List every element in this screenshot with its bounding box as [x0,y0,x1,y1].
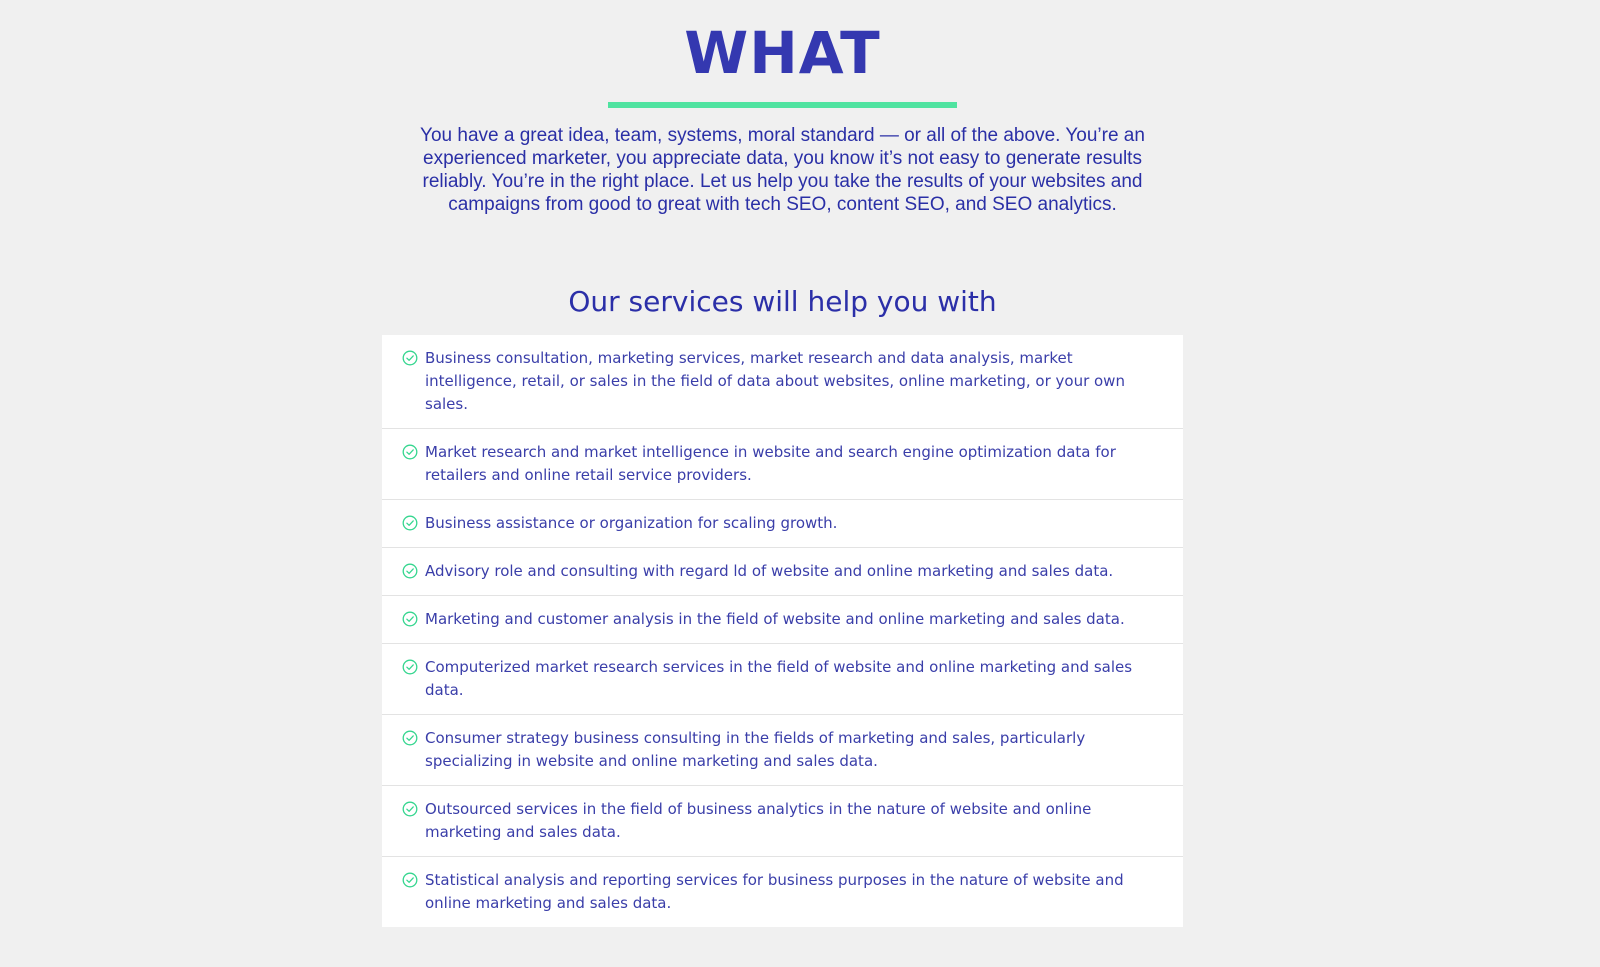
check-circle-icon [402,444,418,460]
service-item [382,856,1183,927]
service-item-label: Statistical analysis and reporting services for business purposes in the nature of website and online marketing and sales data. [425,871,1124,912]
check-circle-icon [402,730,418,746]
service-item-label: Outsourced services in the field of business analytics in the nature of website and online marketing and sales data. [425,800,1092,841]
service-item [382,335,1183,428]
check-circle-icon [402,872,418,888]
service-item [382,499,1183,547]
service-item-label: Marketing and customer analysis in the field of website and online marketing and sales data. [425,610,1125,628]
check-circle-icon [402,515,418,531]
check-circle-icon [402,659,418,675]
check-circle-icon [402,563,418,579]
service-item-label: Business consultation, marketing services, market research and data analysis, market intelligence, retail, or sales in the field of data about websites, online marketing, or your own sales. [425,349,1125,413]
service-item [382,643,1183,714]
hero-divider [608,102,957,108]
service-item [382,785,1183,856]
service-item-label: Computerized market research services in the field of website and online marketing and sales data. [425,658,1133,699]
service-item [382,595,1183,643]
service-item-label: Consumer strategy business consulting in the fields of marketing and sales, particularly specializing in website and online marketing and sales data. [425,729,1086,770]
hero-title: WHAT [684,19,881,87]
check-circle-icon [402,350,418,366]
service-item [382,428,1183,499]
services-list [382,335,1183,927]
service-item-label: Business assistance or organization for scaling growth. [425,514,838,532]
check-circle-icon [402,611,418,627]
check-circle-icon [402,801,418,817]
service-item-label: Market research and market intelligence in website and search engine optimization data for retailers and online retail service providers. [425,443,1116,484]
service-item [382,547,1183,595]
service-item-label: Advisory role and consulting with regard ld of website and online marketing and sales data. [425,562,1114,580]
service-item [382,714,1183,785]
services-heading: Our services will help you with [568,285,997,318]
hero-intro: You have a great idea, team, systems, moral standard — or all of the above. You’re an experienced marketer, you appreciate data, you know it’s not easy to generate results reliably. You’re in the right place. Let us help you take the results of your websites and campaigns from good to great with tech SEO, content SEO, and SEO analytics. [420,125,1145,215]
